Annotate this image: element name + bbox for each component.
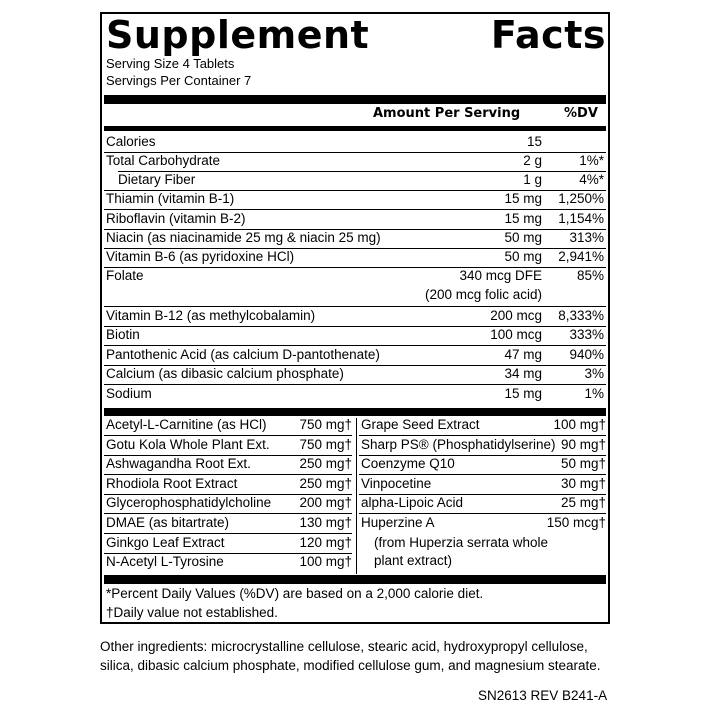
nutrient-amount-detail: (200 mcg folic acid) bbox=[424, 287, 542, 302]
blend-row bbox=[361, 495, 606, 514]
header-amount: Amount Per Serving bbox=[373, 106, 521, 121]
blend-ingredient-amount: 750 mg† bbox=[299, 437, 352, 452]
nutrient-name: Dietary Fiber bbox=[118, 172, 196, 187]
blend-ingredient-name: Ashwagandha Root Ext. bbox=[106, 456, 251, 471]
thick-divider-bottom bbox=[104, 575, 606, 584]
nutrient-row bbox=[106, 191, 606, 210]
blend-ingredient-name: Sharp PS® (Phosphatidylserine) bbox=[361, 437, 556, 452]
nutrient-dv: 2,941% bbox=[558, 249, 604, 264]
nutrient-name: Folate bbox=[106, 268, 144, 283]
footnote-dv: *Percent Daily Values (%DV) are based on a 2,000 calorie diet. bbox=[106, 586, 484, 601]
blend-ingredient-amount: 25 mg† bbox=[560, 495, 606, 510]
blend-row bbox=[106, 495, 352, 514]
nutrient-row bbox=[106, 268, 606, 302]
blend-ingredient-amount: 100 mg† bbox=[553, 417, 606, 432]
thick-divider-top bbox=[104, 95, 606, 104]
row-divider bbox=[104, 306, 606, 307]
blend-ingredient-name: Huperzine A bbox=[361, 515, 435, 530]
nutrient-dv: 313% bbox=[569, 230, 604, 245]
nutrient-row bbox=[106, 211, 606, 230]
nutrient-amount: 50 mg bbox=[504, 230, 542, 245]
huperzine-source-1 bbox=[374, 535, 614, 554]
blend-divider bbox=[104, 513, 352, 514]
nutrient-name: Calories bbox=[106, 134, 156, 149]
blend-row bbox=[106, 515, 352, 534]
huperzine-source-2-text: plant extract) bbox=[374, 553, 453, 568]
nutrient-amount: 200 mcg bbox=[490, 308, 542, 323]
blend-ingredient-amount: 30 mg† bbox=[560, 476, 606, 491]
blend-ingredient-name: alpha-Lipoic Acid bbox=[361, 495, 464, 510]
nutrient-amount: 50 mg bbox=[504, 249, 542, 264]
blend-ingredient-amount: 100 mg† bbox=[299, 554, 352, 569]
nutrient-row bbox=[106, 230, 606, 249]
nutrient-row bbox=[106, 366, 606, 385]
blend-row bbox=[106, 437, 352, 456]
thick-divider-mid bbox=[104, 408, 606, 416]
nutrient-amount: 100 mcg bbox=[490, 327, 542, 342]
nutrient-dv: 940% bbox=[569, 347, 604, 362]
title-right: Facts bbox=[490, 13, 606, 57]
nutrient-name: Niacin (as niacinamide 25 mg & niacin 25 mg) bbox=[106, 230, 381, 245]
blend-row bbox=[106, 476, 352, 495]
nutrient-name: Calcium (as dibasic calcium phosphate) bbox=[106, 366, 344, 381]
other-ingredients: Other ingredients: microcrystalline cellulose, stearic acid, hydroxypropyl cellulose, silica, dibasic calcium phosphate, modified cellulose gum, and magnesium stearate. bbox=[100, 639, 601, 673]
blend-ingredient-amount: 150 mcg† bbox=[546, 515, 606, 530]
nutrient-amount: 2 g bbox=[523, 153, 542, 168]
nutrient-row bbox=[106, 308, 606, 327]
header-dv: %DV bbox=[564, 106, 598, 121]
blend-row bbox=[106, 456, 352, 475]
nutrient-dv: 4%* bbox=[579, 172, 604, 187]
blend-row bbox=[106, 554, 352, 573]
nutrient-amount: 15 mg bbox=[504, 386, 542, 401]
blend-divider bbox=[104, 474, 352, 475]
blend-ingredient-amount: 130 mg† bbox=[299, 515, 352, 530]
blend-divider bbox=[104, 435, 352, 436]
servings-per-container: Servings Per Container 7 bbox=[106, 73, 252, 88]
nutrient-name: Vitamin B-12 (as methylcobalamin) bbox=[106, 308, 316, 323]
nutrient-dv: 3% bbox=[584, 366, 604, 381]
footnote-dagger: †Daily value not established. bbox=[106, 605, 278, 620]
huperzine-source-2 bbox=[374, 553, 614, 572]
blend-column-divider bbox=[356, 418, 357, 574]
blend-ingredient-name: Grape Seed Extract bbox=[361, 417, 480, 432]
blend-ingredient-amount: 90 mg† bbox=[560, 437, 606, 452]
nutrient-dv: 1,250% bbox=[558, 191, 604, 206]
nutrient-row bbox=[106, 249, 606, 268]
row-divider bbox=[104, 345, 606, 346]
blend-ingredient-amount: 50 mg† bbox=[560, 456, 606, 471]
blend-divider bbox=[359, 474, 606, 475]
nutrient-dv: 1% bbox=[584, 386, 604, 401]
blend-row bbox=[106, 417, 352, 436]
nutrient-amount: 15 bbox=[526, 134, 542, 149]
nutrient-dv: 333% bbox=[569, 327, 604, 342]
nutrient-amount: 47 mg bbox=[504, 347, 542, 362]
blend-divider bbox=[359, 435, 606, 436]
blend-divider bbox=[359, 513, 606, 514]
blend-ingredient-amount: 250 mg† bbox=[299, 476, 352, 491]
nutrient-dv: 85% bbox=[576, 268, 604, 283]
nutrient-row bbox=[106, 386, 606, 405]
nutrient-row bbox=[106, 153, 606, 172]
nutrient-name: Thiamin (vitamin B-1) bbox=[106, 191, 235, 206]
blend-ingredient-name: Rhodiola Root Extract bbox=[106, 476, 238, 491]
nutrient-row bbox=[106, 327, 606, 346]
title-left: Supplement bbox=[106, 13, 370, 57]
blend-row bbox=[361, 437, 606, 456]
blend-row bbox=[361, 456, 606, 475]
nutrient-name: Biotin bbox=[106, 327, 140, 342]
nutrient-amount: 34 mg bbox=[504, 366, 542, 381]
blend-ingredient-amount: 120 mg† bbox=[299, 535, 352, 550]
blend-ingredient-name: Vinpocetine bbox=[361, 476, 432, 491]
serving-size: Serving Size 4 Tablets bbox=[106, 56, 235, 71]
nutrient-name: Vitamin B-6 (as pyridoxine HCl) bbox=[106, 249, 295, 264]
nutrient-row bbox=[106, 347, 606, 366]
nutrient-row bbox=[106, 172, 606, 191]
blend-ingredient-amount: 750 mg† bbox=[299, 417, 352, 432]
nutrient-row bbox=[106, 134, 606, 153]
nutrient-name: Riboflavin (vitamin B-2) bbox=[106, 211, 246, 226]
huperzine-source-1-text: (from Huperzia serrata whole bbox=[374, 535, 549, 550]
blend-ingredient-amount: 200 mg† bbox=[299, 495, 352, 510]
nutrient-dv: 8,333% bbox=[558, 308, 604, 323]
panel-title bbox=[106, 10, 606, 60]
blend-ingredient-name: DMAE (as bitartrate) bbox=[106, 515, 230, 530]
blend-row bbox=[361, 417, 606, 436]
row-divider bbox=[104, 209, 606, 210]
blend-row bbox=[361, 515, 606, 534]
blend-ingredient-amount: 250 mg† bbox=[299, 456, 352, 471]
blend-row bbox=[361, 476, 606, 495]
blend-ingredient-name: Glycerophosphatidylcholine bbox=[106, 495, 272, 510]
nutrient-amount: 15 mg bbox=[504, 211, 542, 226]
blend-row bbox=[106, 535, 352, 554]
blend-divider bbox=[104, 533, 352, 534]
nutrient-name: Sodium bbox=[106, 386, 152, 401]
divider-under-header bbox=[104, 126, 606, 131]
nutrient-name: Pantothenic Acid (as calcium D-pantothenate) bbox=[106, 347, 380, 362]
blend-ingredient-name: Coenzyme Q10 bbox=[361, 456, 455, 471]
product-code: SN2613 REV B241-A bbox=[478, 688, 608, 703]
blend-ingredient-name: Ginkgo Leaf Extract bbox=[106, 535, 225, 550]
blend-ingredient-name: N-Acetyl L-Tyrosine bbox=[106, 554, 224, 569]
blend-ingredient-name: Gotu Kola Whole Plant Ext. bbox=[106, 437, 270, 452]
nutrient-amount: 15 mg bbox=[504, 191, 542, 206]
nutrient-dv: 1,154% bbox=[558, 211, 604, 226]
blend-ingredient-name: Acetyl-L-Carnitine (as HCl) bbox=[106, 417, 267, 432]
nutrient-amount: 340 mcg DFE bbox=[459, 268, 542, 283]
nutrient-amount: 1 g bbox=[523, 172, 542, 187]
row-divider bbox=[104, 384, 606, 385]
nutrient-name: Total Carbohydrate bbox=[106, 153, 221, 168]
nutrient-dv: 1%* bbox=[579, 153, 604, 168]
